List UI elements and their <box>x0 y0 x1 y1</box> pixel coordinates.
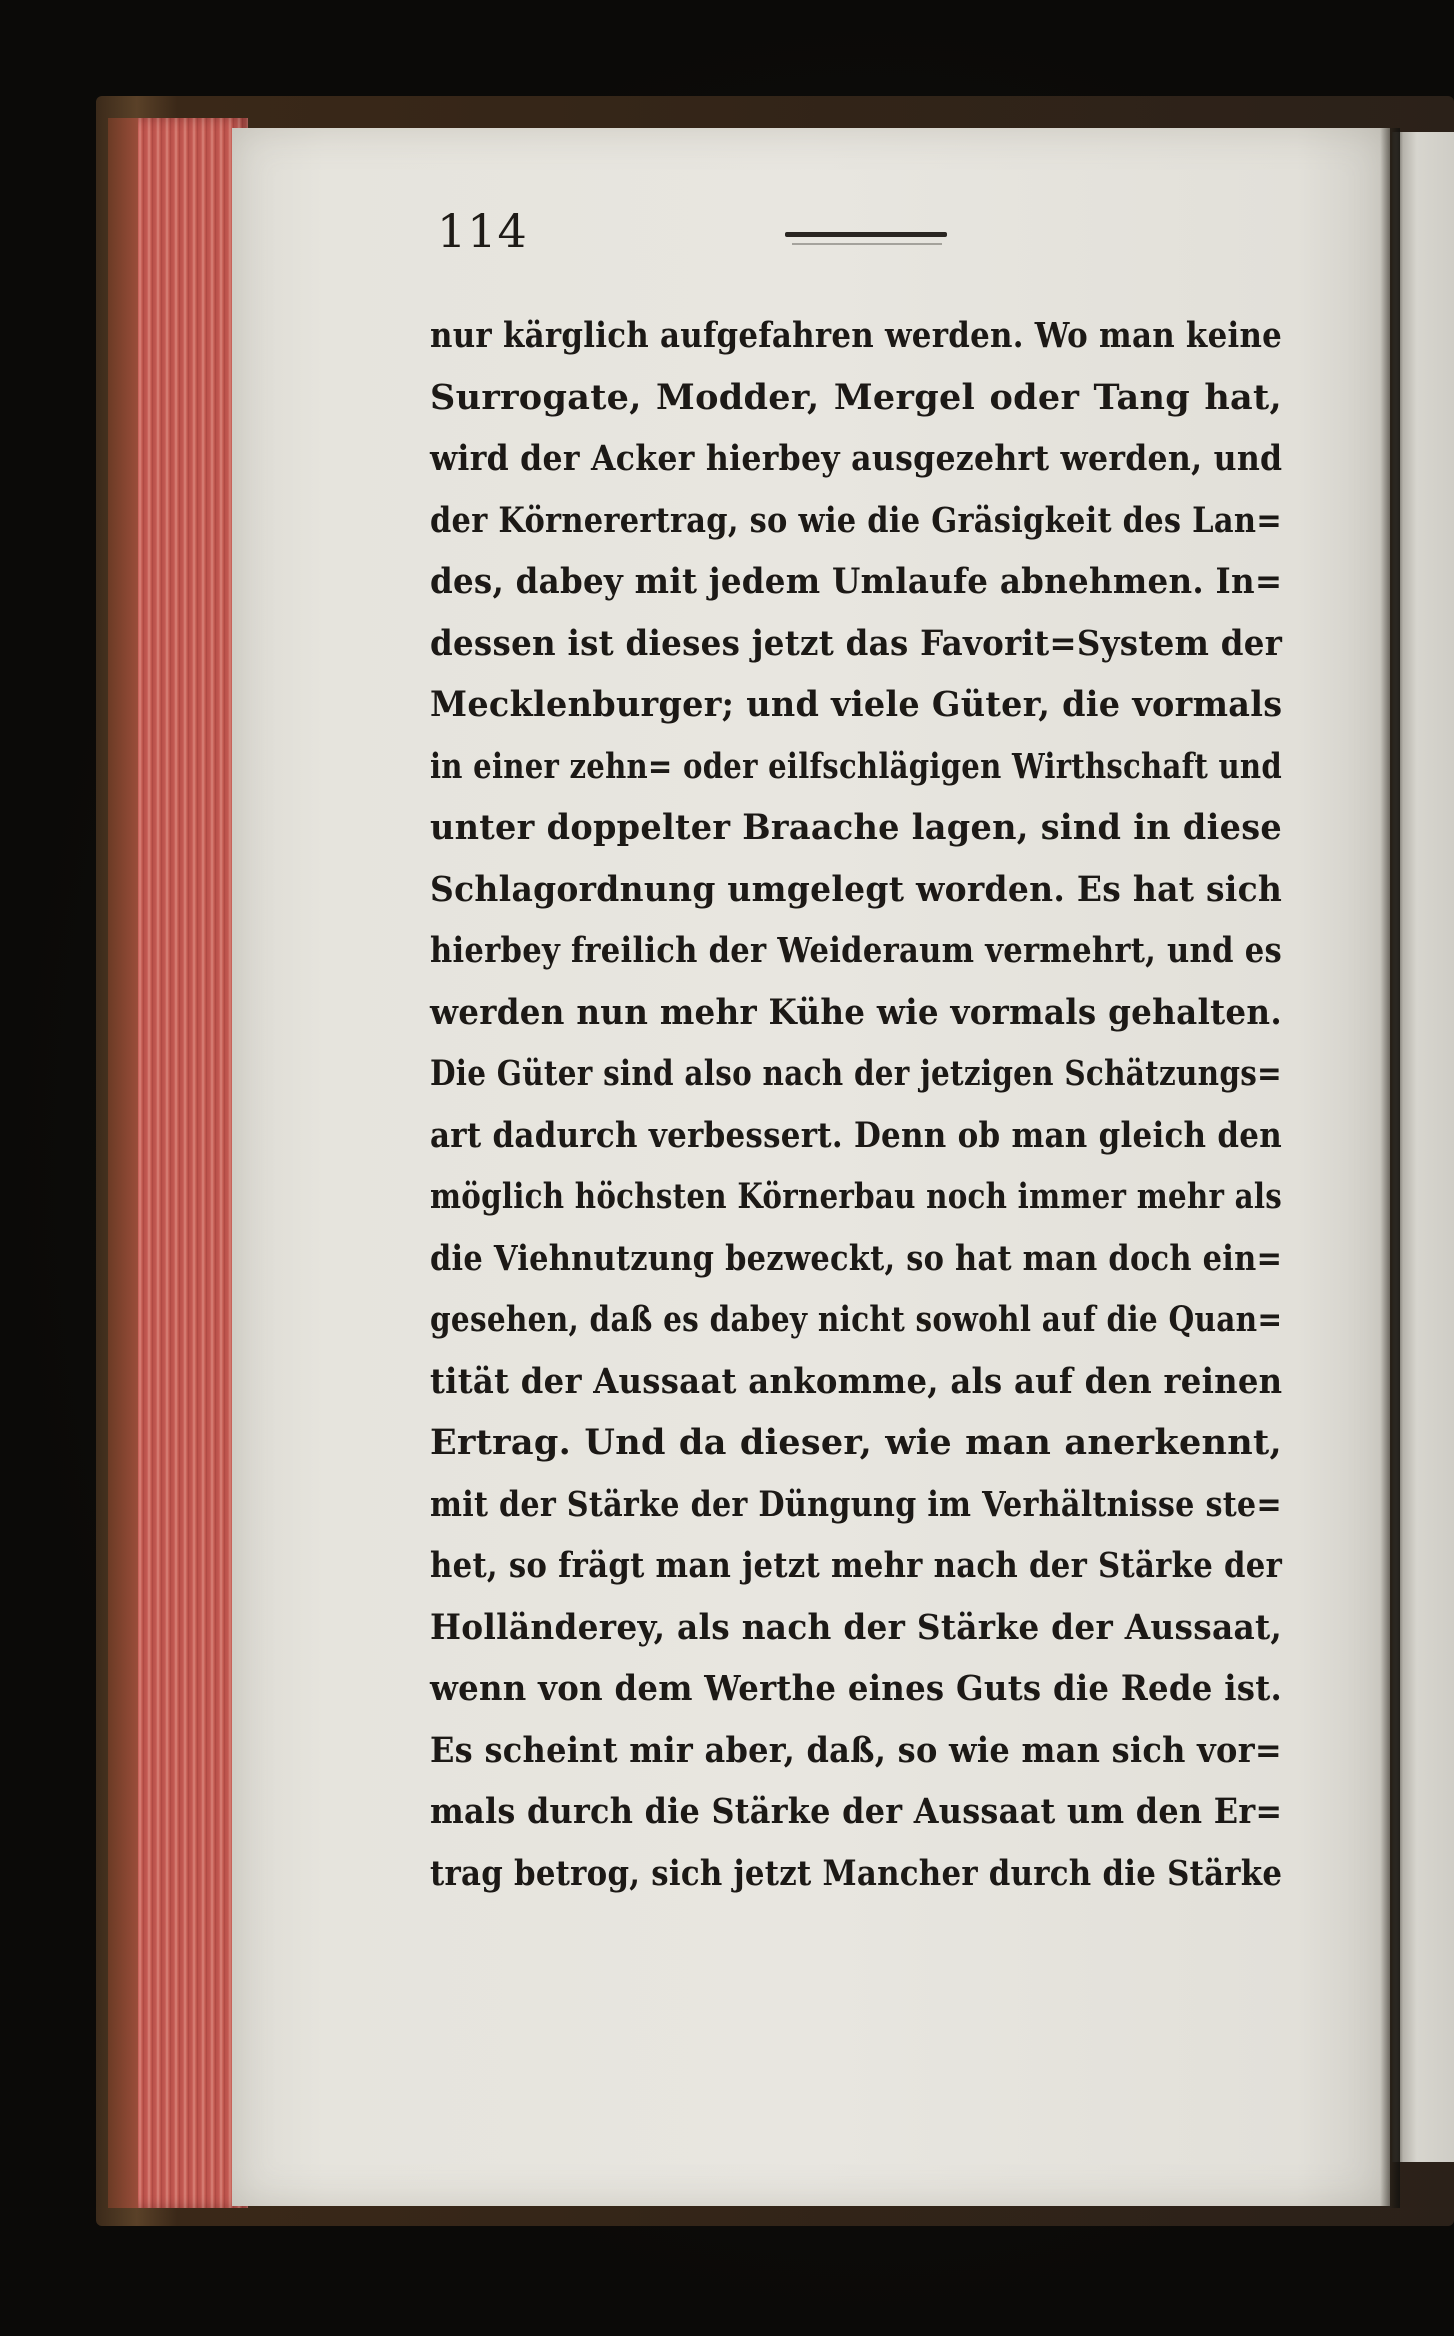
body-text <box>430 305 1282 1904</box>
text-line: der Körnerertrag, so wie die Gräsigkeit des Lan= <box>430 499 1283 541</box>
text-line: Holländerey, als nach der Stärke der Aussaat, <box>430 1606 1283 1648</box>
text-line: mals durch die Stärke der Aussaat um den Er= <box>430 1791 1283 1832</box>
text-line: tität der Aussaat ankomme, als auf den reinen <box>430 1360 1283 1402</box>
text-line: werden nun mehr Kühe wie vormals gehalten. <box>430 991 1282 1033</box>
text-line: mit der Stärke der Düngung im Verhältnisse ste= <box>430 1483 1282 1525</box>
text-line: möglich höchsten Körnerbau noch immer mehr als <box>430 1176 1283 1217</box>
facing-page <box>1392 132 1454 2162</box>
text-line: het, so frägt man jetzt mehr nach der Stärke der <box>430 1545 1283 1586</box>
page-number: 114 <box>437 204 528 258</box>
text-line: Die Güter sind also nach der jetzigen Schätzungs= <box>430 1053 1283 1094</box>
text-line: nur kärglich aufgefahren werden. Wo man keine <box>430 315 1283 356</box>
text-line: gesehen, daß es dabey nicht sowohl auf die Quan= <box>430 1299 1283 1340</box>
text-line: Schlagordnung umgelegt worden. Es hat sich <box>430 868 1283 910</box>
text-line: in einer zehn= oder eilfschlägigen Wirthschaft und <box>430 745 1282 787</box>
text-line: Es scheint mir aber, daß, so wie man sich vor= <box>430 1729 1282 1771</box>
header-rule-shadow <box>792 243 942 245</box>
header-rule <box>785 232 947 237</box>
text-line: des, dabey mit jedem Umlaufe abnehmen. In= <box>430 561 1283 602</box>
text-line: trag betrog, sich jetzt Mancher durch die Stärke <box>430 1852 1283 1894</box>
text-line: wird der Acker hierbey ausgezehrt werden, und <box>430 438 1283 479</box>
text-line: Ertrag. Und da dieser, wie man anerkennt, <box>430 1422 1282 1463</box>
text-line: die Viehnutzung bezweckt, so hat man doch ein= <box>430 1237 1283 1279</box>
text-line: Surrogate, Modder, Mergel oder Tang hat, <box>430 376 1282 418</box>
text-line: hierbey freilich der Weideraum vermehrt, und es <box>430 930 1282 971</box>
text-line: unter doppelter Braache lagen, sind in diese <box>430 807 1282 848</box>
cover-edge <box>108 118 138 2208</box>
text-line: dessen ist dieses jetzt das Favorit=System der <box>430 622 1283 664</box>
text-line: wenn von dem Werthe eines Guts die Rede ist. <box>430 1668 1283 1709</box>
text-line: art dadurch verbessert. Denn ob man gleich den <box>430 1114 1282 1156</box>
page-gutter <box>1380 128 1400 2208</box>
text-line: Mecklenburger; und viele Güter, die vormals <box>430 684 1283 725</box>
